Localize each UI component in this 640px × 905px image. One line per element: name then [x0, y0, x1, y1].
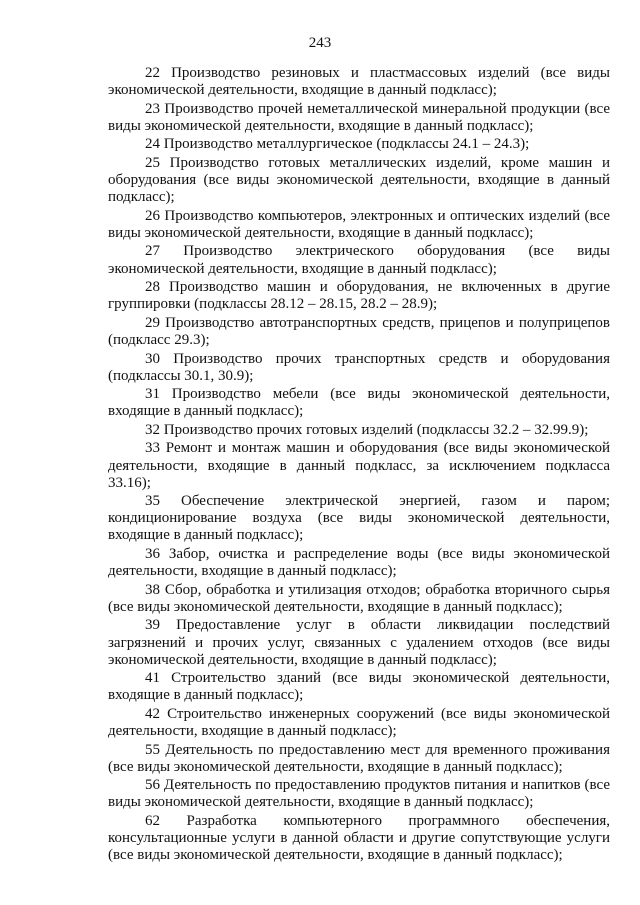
list-item: 27 Производство электрического оборудования (все виды экономической деятельности, входящие в данный подкласс); [108, 243, 610, 277]
list-item: 32 Производство прочих готовых изделий (подклассы 32.2 – 32.99.9); [145, 421, 589, 438]
list-item: 24 Производство металлургическое (подклассы 24.1 – 24.3); [145, 136, 530, 153]
list-item: 28 Производство машин и оборудования, не включенных в другие группировки (подклассы 28.12 – 28.15, 28.2 – 28.9); [108, 279, 610, 313]
list-item: 36 Забор, очистка и распределение воды (все виды экономической деятельности, входящие в данный подкласс); [108, 546, 610, 580]
list-item: 26 Производство компьютеров, электронных и оптических изделий (все виды экономической деятельности, входящие в данный подкласс); [108, 207, 610, 241]
list-item: 41 Строительство зданий (все виды экономической деятельности, входящие в данный подкласс); [108, 670, 610, 704]
list-item: 39 Предоставление услуг в области ликвидации последствий загрязнений и прочих услуг, связанных с удалением отходов (все виды экономической деятельности, входящие в данный подкласс); [108, 617, 610, 668]
list-item: 23 Производство прочей неметаллической минеральной продукции (все виды экономической деятельности, входящие в данный подкласс); [108, 100, 610, 134]
list-item: 30 Производство прочих транспортных средств и оборудования (подклассы 30.1, 30.9); [108, 350, 610, 384]
page-number: 243 [308, 35, 332, 51]
list-item: 22 Производство резиновых и пластмассовых изделий (все виды экономической деятельности, входящие в данный подкласс); [108, 65, 610, 99]
list-item: 56 Деятельность по предоставлению продуктов питания и напитков (все виды экономической деятельности, входящие в данный подкласс); [108, 777, 610, 811]
list-item: 33 Ремонт и монтаж машин и оборудования (все виды экономической деятельности, входящие в данный подкласс, за исключением подкласса 33.16); [108, 440, 610, 491]
activity-list [108, 65, 610, 866]
list-item: 25 Производство готовых металлических изделий, кроме машин и оборудования (все виды экономической деятельности, входящие в данный подкласс); [108, 154, 610, 206]
list-item: 62 Разработка компьютерного программного обеспечения, консультационные услуги в данной области и другие сопутствующие услуги (все виды экономической деятельности, входящие в данный подкласс); [108, 812, 610, 864]
list-item: 55 Деятельность по предоставлению мест для временного проживания (все виды экономической деятельности, входящие в данный подкласс); [108, 741, 610, 775]
list-item: 42 Строительство инженерных сооружений (все виды экономической деятельности, входящие в данный подкласс); [108, 705, 610, 739]
list-item: 29 Производство автотранспортных средств, прицепов и полуприцепов (подкласс 29.3); [108, 314, 610, 348]
list-item: 38 Сбор, обработка и утилизация отходов; обработка вторичного сырья (все виды экономической деятельности, входящие в данный подкласс); [108, 581, 610, 615]
list-item: 35 Обеспечение электрической энергией, газом и паром; кондиционирование воздуха (все виды экономической деятельности, входящие в данный подкласс); [108, 493, 610, 544]
list-item: 31 Производство мебели (все виды экономической деятельности, входящие в данный подкласс); [108, 386, 610, 420]
